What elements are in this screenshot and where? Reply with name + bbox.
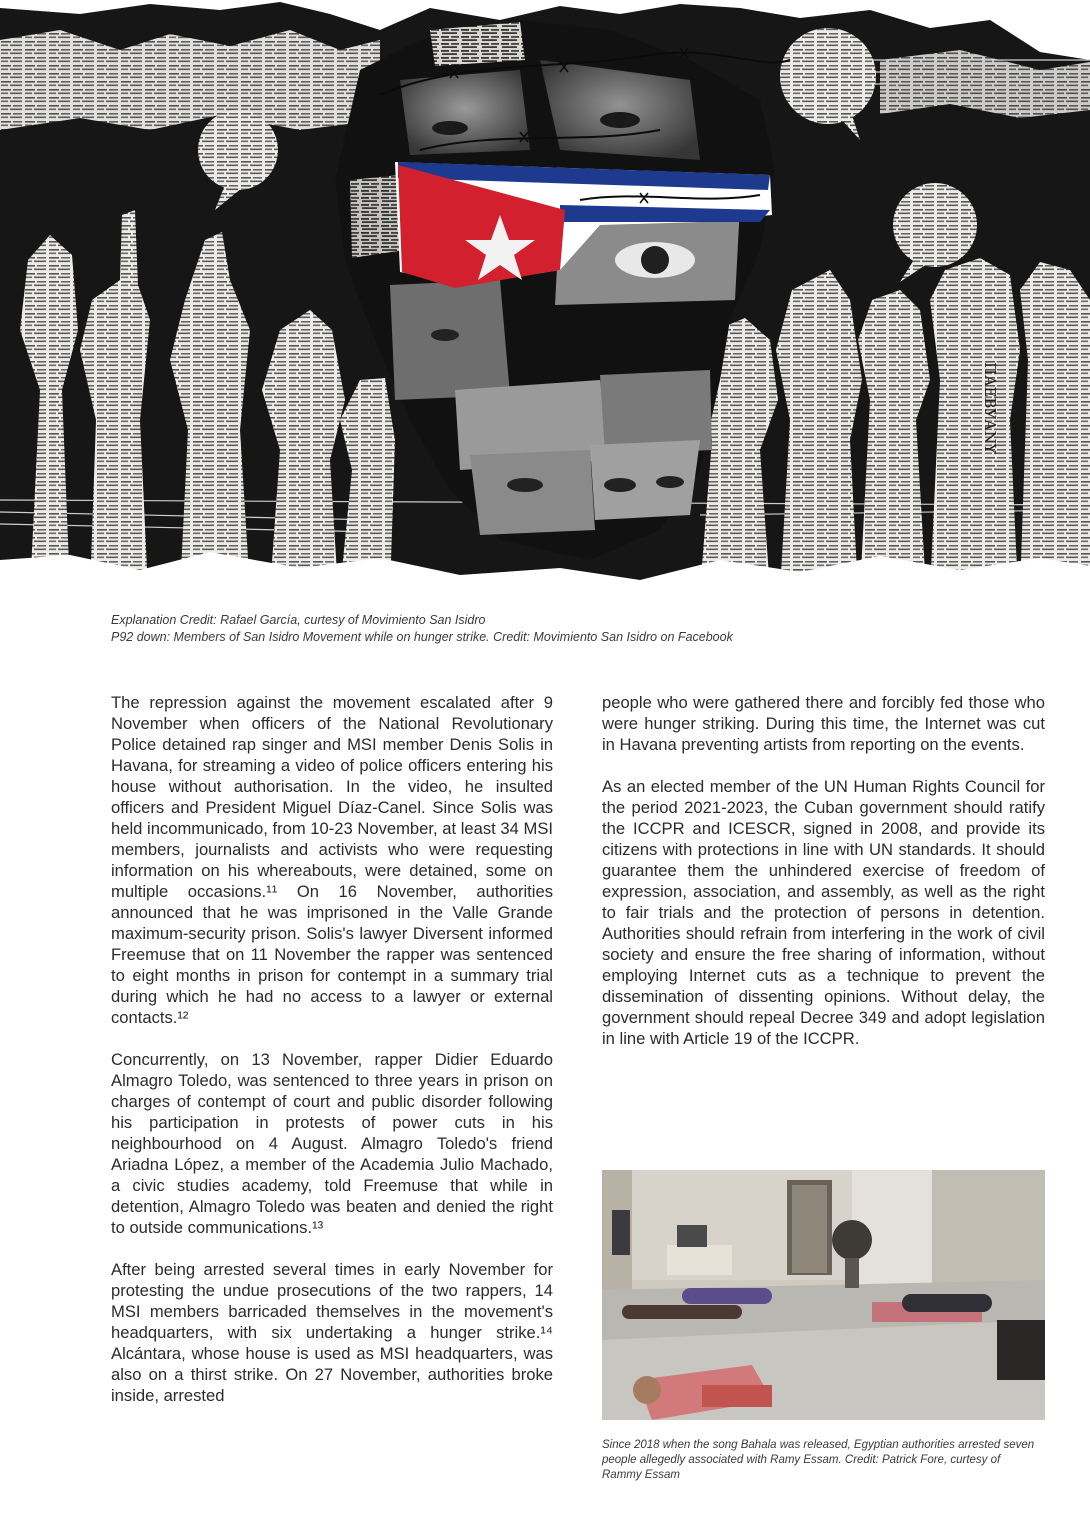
hero-collage-illustration bbox=[0, 0, 1090, 600]
article-paragraph: After being arrested several times in early November for protesting the undue prosecutions of the two rappers, 14 MSI members barricaded themselves in the movement's headquarters, with six undertaking a hunger strike.¹⁴ Alcántara, whose house is used as MSI headquarters, was also on a thirst strike. On 27 November, authorities broke inside, arrested bbox=[111, 1260, 553, 1405]
newspaper-fragment-text: ПАЕВУАNY bbox=[981, 362, 999, 454]
caption-description-line: P92 down: Members of San Isidro Movement while on hunger strike. Credit: Movimiento San Isidro on Facebook bbox=[111, 630, 733, 644]
image-caption-top bbox=[111, 612, 1011, 646]
article-paragraph: As an elected member of the UN Human Rights Council for the period 2021-2023, the Cuban government should ratify the ICCPR and ICESCR, signed in 2008, and provide its citizens with protections in line with UN standards. It should guarantee them the unhindered exercise of freedom of expression, association, and assembly, as well as the right to fair trials and the protection of persons in detention. Authorities should refrain from interfering in the work of civil society and ensure the free sharing of information, without employing Internet cuts as a technique to prevent the dissemination of dissenting opinions. Without delay, the government should repeal Decree 349 and adopt legislation in line with Article 19 of the ICCPR. bbox=[602, 777, 1045, 1048]
caption-credit-line: Explanation Credit: Rafael García, curtesy of Movimiento San Isidro bbox=[111, 613, 486, 627]
article-paragraph: Concurrently, on 13 November, rapper Didier Eduardo Almagro Toledo, was sentenced to three years in prison on charges of contempt of court and public disorder following his participation in protests of power cuts in his neighbourhood on 4 August. Almagro Toledo's friend Ariadna López, a member of the Academia Julio Machado, a civic studies academy, told Freemuse that while in detention, Almagro Toledo was beaten and denied the right to outside communications.¹³ bbox=[111, 1050, 553, 1237]
hunger-strike-photo bbox=[602, 1170, 1045, 1420]
article-paragraph: The repression against the movement escalated after 9 November when officers of the National Revolutionary Police detained rap singer and MSI member Denis Solis in Havana, for streaming a video of police officers entering his house without authorisation. In the video, he insulted officers and President Miguel Díaz-Canel. Since Solis was held incommunicado, from 10-23 November, at least 34 MSI members, journalists and activists who were requesting information on his whereabouts, were detained, some on multiple occasions.¹¹ On 16 November, authorities announced that he was imprisoned in the Valle Grande maximum-security prison. Solis's lawyer Diversent informed Freemuse that on 11 November the rapper was sentenced to eight months in prison for contempt in a summary trial during which he had no access to a lawyer or external contacts.¹² bbox=[111, 693, 553, 1027]
article-column-right bbox=[602, 692, 1045, 1070]
photo-caption: Since 2018 when the song Bahala was released, Egyptian authorities arrested seven people allegedly associated with Ramy Essam. Credit: Patrick Fore, curtesy of Rammy Essam bbox=[602, 1439, 1035, 1481]
article-column-left bbox=[111, 692, 553, 1427]
article-paragraph: people who were gathered there and forcibly fed those who were hunger striking. During this time, the Internet was cut in Havana preventing artists from reporting on the events. bbox=[602, 693, 1045, 754]
